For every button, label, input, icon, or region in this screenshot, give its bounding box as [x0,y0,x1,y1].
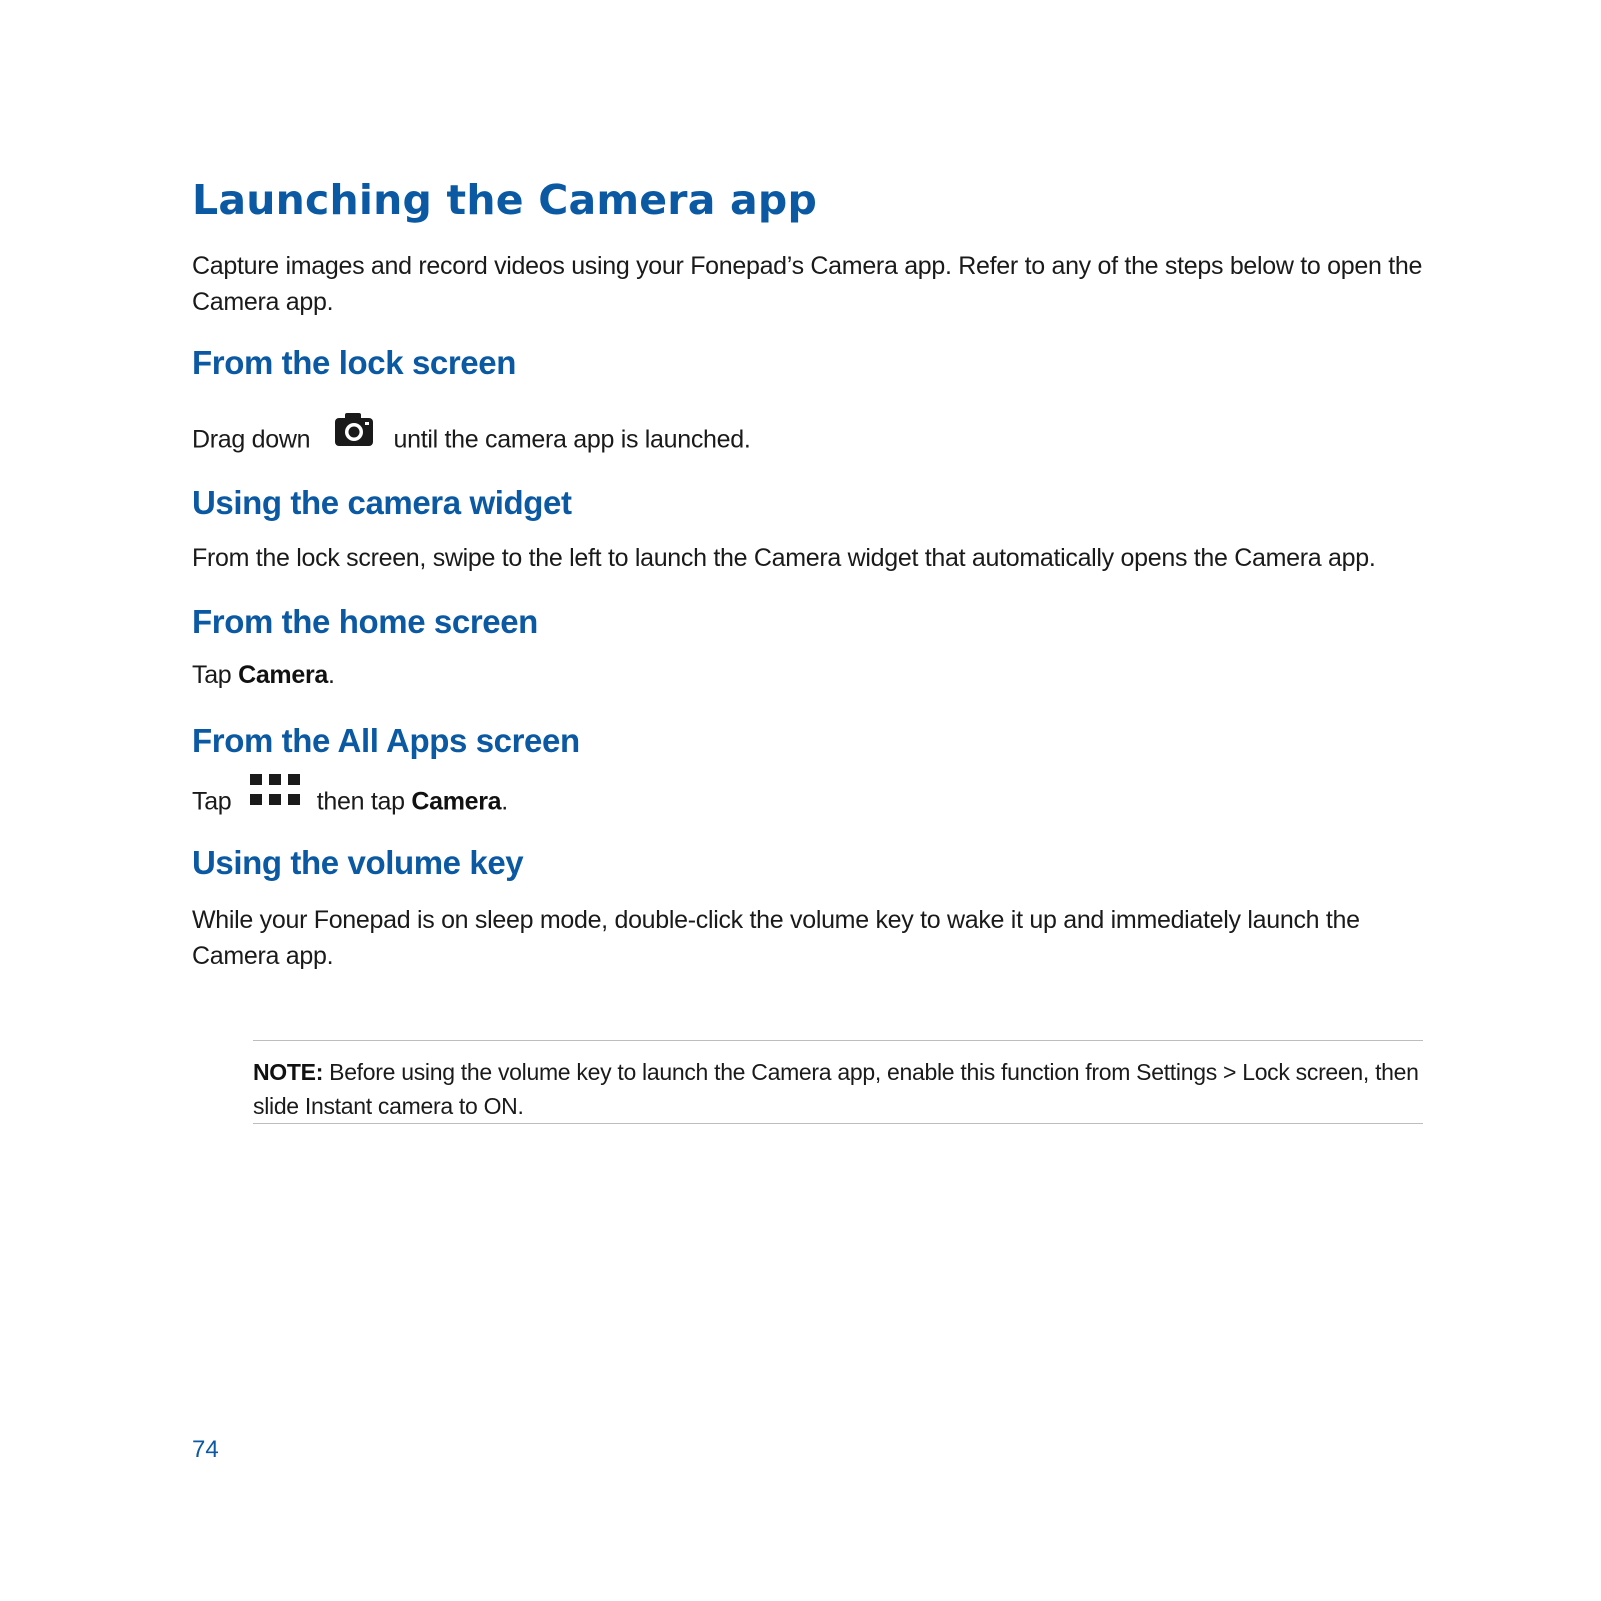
volume-key-text: While your Fonepad is on sleep mode, double-click the volume key to wake it up and immediately launch the Camera app. [192,906,1360,970]
home-screen-camera-label: Camera [238,661,328,689]
section-heading-camera-widget: Using the camera widget [192,484,572,521]
all-apps-text-before: Tap [192,787,232,816]
section-heading-home-screen: From the home screen [192,603,538,640]
intro-paragraph: Capture images and record videos using your Fonepad’s Camera app. Refer to any of the steps below to open the Camera app. [192,252,1423,316]
page-title: Launching the Camera app [192,176,818,224]
section-heading-lock-screen: From the lock screen [192,344,516,381]
lock-screen-instruction [192,418,751,464]
note-body: Before using the volume key to launch the Camera app, enable this function from Settings > Lock screen, then slide Instant camera to ON. [253,1059,1419,1119]
home-screen-text-after: . [328,661,335,689]
note-box [253,1040,1423,1124]
section-heading-volume-key: Using the volume key [192,844,524,881]
lock-screen-text-after: until the camera app is launched. [393,425,751,454]
all-apps-grid-icon [248,772,302,818]
section-heading-all-apps: From the All Apps screen [192,722,580,759]
all-apps-instruction [192,780,508,826]
note-label: NOTE: [253,1059,324,1085]
lock-screen-text-before: Drag down [192,425,311,454]
note-text [253,1055,1423,1123]
home-screen-text-before: Tap [192,661,239,689]
camera-widget-text: From the lock screen, swipe to the left to launch the Camera widget that automatically opens the Camera app. [192,544,1376,572]
all-apps-camera-label: Camera [411,787,502,816]
all-apps-text-middle: then tap [316,787,412,816]
home-screen-instruction [192,657,335,693]
camera-icon [333,412,375,458]
page-number: 74 [192,1436,219,1463]
all-apps-text-after: . [501,787,508,816]
